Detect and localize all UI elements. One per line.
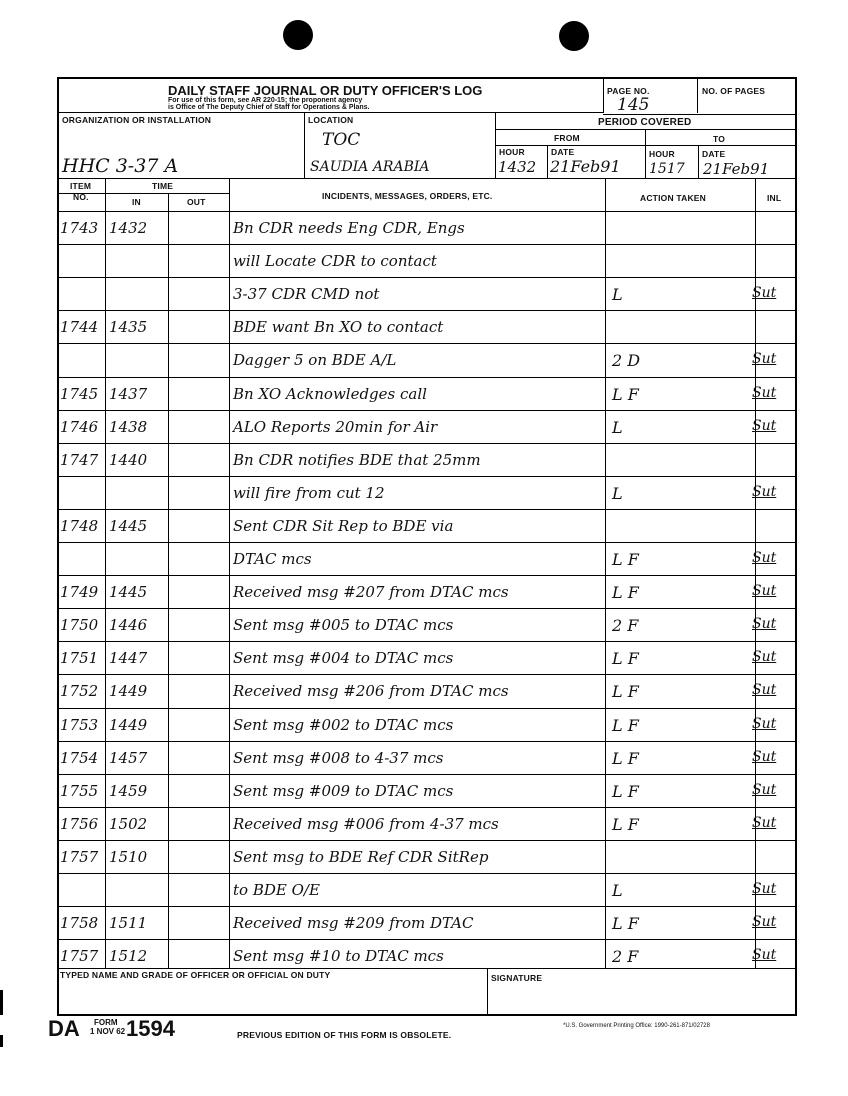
form-date: 1 NOV 62 (90, 1027, 126, 1036)
entry-initials: Sut (752, 616, 777, 633)
entry-initials: Sut (752, 583, 777, 600)
entry-item-no: 1744 (60, 318, 99, 337)
form-number: 1594 (126, 1016, 175, 1041)
location-value-2: SAUDIA ARABIA (310, 159, 430, 175)
time-label: TIME (152, 181, 174, 191)
entry-time-in: 1512 (109, 947, 148, 966)
entry-initials: Sut (752, 814, 777, 831)
entry-time-in: 1445 (109, 583, 148, 602)
page-no-label: PAGE NO. (607, 86, 650, 96)
punch-hole-left (283, 20, 313, 50)
location-label: LOCATION (308, 115, 354, 125)
entry-item-no: 1755 (60, 781, 99, 800)
margin-mark (0, 1035, 3, 1047)
entry-text: 3-37 CDR CMD not (233, 285, 380, 304)
row-divider (58, 674, 796, 675)
entry-item-no: 1745 (60, 384, 99, 403)
entry-action: L F (612, 550, 639, 569)
row-divider (58, 443, 796, 444)
typed-name-label: TYPED NAME AND GRADE OF OFFICER OR OFFICIAL ON DUTY (60, 970, 331, 980)
entry-text: Sent msg #005 to DTAC mcs (233, 616, 454, 635)
punch-hole-right (559, 21, 589, 51)
row-divider (58, 708, 796, 709)
entry-text: will fire from cut 12 (233, 483, 385, 502)
entry-text: to BDE O/E (233, 881, 320, 899)
entry-initials: Sut (752, 748, 777, 765)
entry-text: Sent msg #009 to DTAC mcs (233, 781, 454, 800)
row-divider (58, 840, 796, 841)
entry-time-in: 1502 (109, 814, 148, 833)
entry-text: Bn XO Acknowledges call (233, 384, 427, 403)
entry-text: Sent CDR Sit Rep to BDE via (233, 516, 454, 535)
entry-action: L (612, 483, 623, 503)
entry-action: L F (612, 814, 639, 834)
entry-action: 2 F (612, 616, 639, 636)
printing-office-note: *U.S. Government Printing Office: 1990-261-871/02728 (563, 1023, 710, 1029)
form-word: FORM (94, 1018, 118, 1027)
entry-item-no: 1753 (60, 715, 99, 734)
from-date-value: 21Feb91 (550, 157, 621, 176)
entry-initials: Sut (752, 351, 777, 368)
time-out-label: OUT (187, 197, 206, 207)
entry-item-no: 1748 (60, 516, 99, 535)
entry-time-in: 1437 (109, 384, 148, 403)
row-divider (58, 906, 796, 907)
form-da: DA (48, 1016, 80, 1041)
entry-time-in: 1449 (109, 682, 148, 701)
entry-initials: Sut (752, 914, 777, 931)
entry-text: will Locate CDR to contact (233, 252, 437, 271)
form-subtitle-2: is Office of The Deputy Chief of Staff for Operations & Plans. (168, 104, 370, 111)
action-taken-label: ACTION TAKEN (640, 193, 706, 203)
form-subtitle-1: For use of this form, see AR 220-15; the proponent agency (168, 97, 363, 104)
entry-text: Received msg #006 from 4-37 mcs (233, 814, 499, 833)
entry-item-no: 1743 (60, 219, 99, 237)
row-divider (58, 641, 796, 642)
entry-initials: Sut (752, 417, 777, 434)
organization-value: HHC 3-37 A (62, 155, 179, 177)
entry-initials: Sut (752, 649, 777, 666)
entry-time-in: 1510 (109, 847, 148, 866)
entry-text: Sent msg #004 to DTAC mcs (233, 649, 454, 668)
entry-action: L F (612, 682, 639, 702)
location-value-1: TOC (322, 130, 361, 150)
entry-item-no: 1757 (60, 947, 99, 966)
entry-time-in: 1446 (109, 616, 148, 635)
previous-edition-note: PREVIOUS EDITION OF THIS FORM IS OBSOLETE. (237, 1030, 452, 1040)
page-no-value: 145 (617, 95, 650, 115)
to-hour-value: 1517 (649, 161, 685, 177)
entry-initials: Sut (752, 947, 777, 964)
row-divider (58, 377, 796, 378)
entry-time-in: 1511 (109, 914, 148, 933)
row-divider (58, 608, 796, 609)
entry-action: 2 F (612, 947, 639, 967)
entry-initials: Sut (752, 550, 777, 566)
from-hour-value: 1432 (498, 158, 537, 176)
entry-time-in: 1449 (109, 715, 148, 734)
entry-action: L (612, 285, 623, 305)
entry-text: Sent msg #002 to DTAC mcs (233, 715, 454, 734)
period-covered-label: PERIOD COVERED (598, 117, 692, 128)
row-divider (58, 244, 796, 245)
entry-initials: Sut (752, 285, 777, 302)
entry-initials: Sut (752, 881, 777, 897)
entry-initials: Sut (752, 384, 777, 401)
entry-text: Bn CDR needs Eng CDR, Engs (233, 219, 465, 237)
from-date-label: DATE (551, 147, 575, 157)
entry-action: L F (612, 583, 639, 603)
entry-initials: Sut (752, 682, 777, 699)
entry-text: Received msg #206 from DTAC mcs (233, 682, 509, 701)
row-divider (58, 277, 796, 278)
entry-item-no: 1750 (60, 616, 99, 635)
item-no-label: NO. (73, 192, 89, 202)
entry-item-no: 1756 (60, 814, 99, 833)
row-divider (58, 310, 796, 311)
row-divider (58, 939, 796, 940)
row-divider (58, 807, 796, 808)
entry-text: Received msg #207 from DTAC mcs (233, 583, 509, 602)
entry-item-no: 1751 (60, 649, 99, 668)
entry-item-no: 1746 (60, 417, 99, 436)
entry-initials: Sut (752, 715, 777, 732)
entry-action: 2 D (612, 351, 641, 371)
entry-time-in: 1447 (109, 649, 148, 668)
row-divider (58, 575, 796, 576)
entry-item-no: 1749 (60, 583, 99, 602)
entry-action: L (612, 417, 623, 437)
entry-time-in: 1438 (109, 417, 148, 436)
organization-label: ORGANIZATION OR INSTALLATION (62, 115, 212, 125)
entry-text: Sent msg to BDE Ref CDR SitRep (233, 847, 489, 866)
entry-item-no: 1757 (60, 847, 99, 866)
to-date-label: DATE (702, 149, 726, 159)
time-in-label: IN (132, 197, 141, 207)
entry-text: ALO Reports 20min for Air (233, 417, 438, 436)
entry-text: DTAC mcs (233, 550, 312, 568)
entry-action: L F (612, 715, 639, 735)
no-of-pages-label: NO. OF PAGES (702, 86, 766, 96)
entry-text: Bn CDR notifies BDE that 25mm (233, 450, 481, 469)
to-label: TO (713, 134, 726, 144)
entry-text: Received msg #209 from DTAC (233, 914, 474, 933)
entry-action: L F (612, 384, 639, 404)
signature-label: SIGNATURE (491, 973, 543, 983)
entry-text: BDE want Bn XO to contact (233, 318, 444, 337)
entry-action: L (612, 881, 623, 900)
entry-initials: Sut (752, 781, 777, 798)
entry-action: L F (612, 649, 639, 669)
row-divider (58, 410, 796, 411)
initials-label: INL (767, 193, 782, 203)
entry-initials: Sut (752, 483, 777, 500)
to-date-value: 21Feb91 (703, 160, 770, 178)
margin-mark (0, 990, 3, 1015)
entry-item-no: 1747 (60, 450, 99, 469)
row-divider (58, 774, 796, 775)
entry-time-in: 1435 (109, 318, 148, 337)
entry-text: Dagger 5 on BDE A/L (233, 351, 397, 370)
entry-action: L F (612, 781, 639, 801)
form-title: DAILY STAFF JOURNAL OR DUTY OFFICER'S LOG (168, 83, 483, 98)
row-divider (58, 873, 796, 874)
entry-time-in: 1457 (109, 748, 148, 767)
entry-item-no: 1758 (60, 914, 99, 933)
row-divider (58, 509, 796, 510)
incidents-label: INCIDENTS, MESSAGES, ORDERS, ETC. (322, 191, 493, 201)
entry-action: L F (612, 914, 639, 934)
row-divider (58, 542, 796, 543)
entry-time-in: 1440 (109, 450, 148, 469)
entry-item-no: 1754 (60, 748, 99, 767)
row-divider (58, 741, 796, 742)
entry-time-in: 1459 (109, 781, 148, 800)
from-hour-label: HOUR (499, 147, 525, 157)
entry-text: Sent msg #10 to DTAC mcs (233, 947, 444, 966)
to-hour-label: HOUR (649, 149, 675, 159)
from-label: FROM (554, 133, 580, 143)
row-divider (58, 343, 796, 344)
entry-action: L F (612, 748, 639, 768)
entry-item-no: 1752 (60, 682, 99, 701)
entry-time-in: 1432 (109, 219, 148, 237)
entry-text: Sent msg #008 to 4-37 mcs (233, 748, 444, 767)
item-label: ITEM (70, 181, 92, 191)
entry-time-in: 1445 (109, 516, 148, 535)
row-divider (58, 476, 796, 477)
